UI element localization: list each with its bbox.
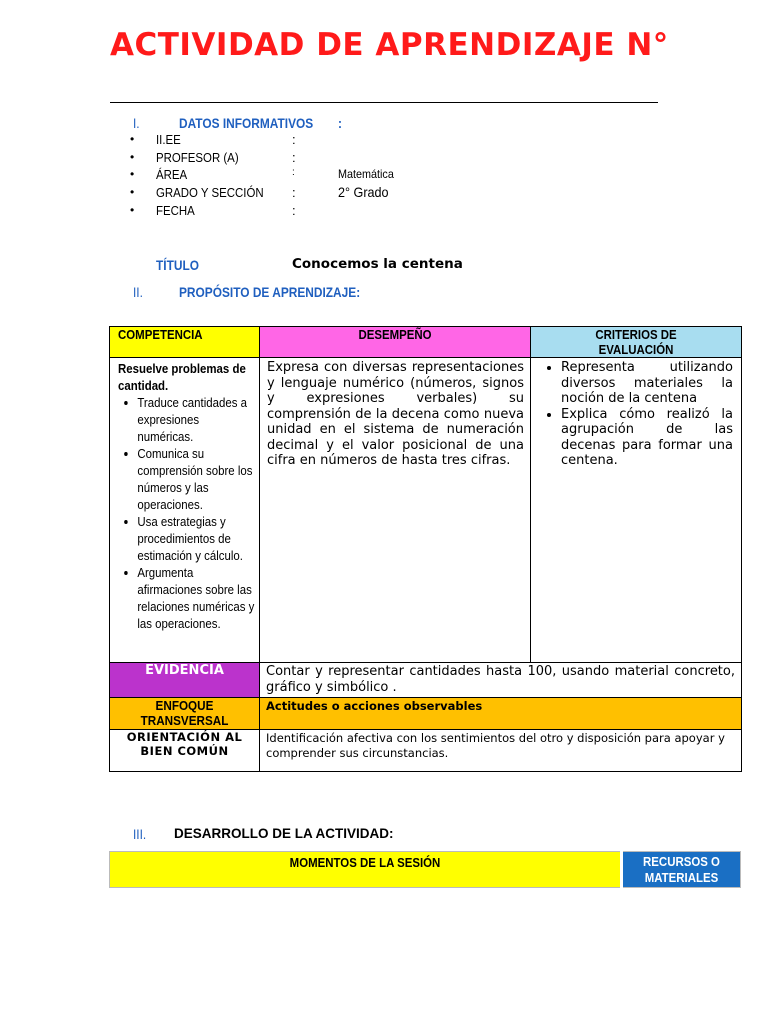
criterios-header: CRITERIOS DE EVALUACIÓN: [531, 327, 742, 358]
info-value: 2° Grado: [338, 184, 389, 200]
recursos-header: RECURSOS O MATERIALES: [622, 852, 741, 888]
section-1-heading: DATOS INFORMATIVOS: [179, 115, 314, 131]
info-colon: :: [292, 185, 296, 200]
evidencia-label: EVIDENCIA: [110, 663, 260, 698]
info-colon: :: [292, 203, 296, 218]
section-1-number: I.: [133, 115, 140, 131]
bullet-icon: •: [130, 203, 135, 217]
list-item: • Argumenta afirmaciones sobre las relaciones numéricas y las operaciones.: [137, 564, 257, 632]
info-label: PROFESOR (A): [156, 150, 239, 165]
list-item: • Comunica su comprensión sobre los números y las operaciones.: [137, 445, 257, 513]
info-row-fecha: [130, 203, 530, 221]
desempeno-header: DESEMPEÑO: [260, 327, 531, 358]
moments-table: [109, 851, 741, 888]
evidencia-text: Contar y representar cantidades hasta 100, usando material concreto, gráfico y simbólico .: [260, 663, 742, 698]
momentos-header: MOMENTOS DE LA SESIÓN: [110, 852, 622, 888]
orientacion-row: [110, 730, 742, 772]
enfoque-text: Actitudes o acciones observables: [260, 698, 742, 730]
list-item: • Traduce cantidades a expresiones numéricas.: [137, 394, 257, 445]
title-divider: [110, 102, 658, 103]
info-row-profesor: [130, 150, 530, 168]
page-title: ACTIVIDAD DE APRENDIZAJE N°: [110, 27, 669, 63]
evidencia-row: [110, 663, 742, 698]
list-item: • Representa utilizando diversos materiales la noción de la centena: [561, 360, 733, 407]
criterios-cell: [531, 358, 742, 663]
section-2-number: II.: [133, 284, 143, 300]
info-label: GRADO Y SECCIÓN: [156, 185, 264, 200]
bullet-icon: •: [130, 167, 135, 181]
info-row-grado: [130, 185, 530, 203]
competencia-header: COMPETENCIA: [110, 327, 260, 358]
bullet-icon: •: [130, 132, 135, 146]
section-1-colon: :: [338, 115, 342, 131]
desempeno-cell: Expresa con diversas representaciones y lenguaje numérico (números, signos y expresiones verbales) su comprensión de la decena como nueva unidad en el sistema de numeración decimal y el valor posicional de una cifra en números de hasta tres cifras.: [260, 358, 531, 663]
orientacion-label: ORIENTACIÓN AL BIEN COMÚN: [110, 730, 260, 772]
info-label: ÁREA: [156, 167, 188, 182]
list-item: • Usa estrategias y procedimientos de estimación y cálculo.: [137, 513, 257, 564]
orientacion-text: Identificación afectiva con los sentimientos del otro y disposición para apoyar y comprender sus circunstancias.: [260, 730, 742, 772]
enfoque-row: [110, 698, 742, 730]
info-colon: :: [292, 132, 296, 147]
purpose-table: [109, 326, 742, 772]
bullet-icon: •: [130, 185, 135, 199]
competencia-list: [118, 394, 257, 632]
bullet-icon: •: [130, 150, 135, 164]
info-colon: :: [292, 150, 296, 165]
titulo-label: TÍTULO: [156, 257, 199, 273]
table-header-row: [110, 327, 742, 358]
competencia-cell: [110, 358, 260, 663]
criterios-list: [533, 360, 733, 469]
section-3-heading: DESARROLLO DE LA ACTIVIDAD:: [174, 826, 394, 841]
titulo-value: Conocemos la centena: [292, 256, 463, 272]
enfoque-label: ENFOQUE TRANSVERSAL: [110, 698, 260, 730]
info-label: FECHA: [156, 203, 195, 218]
list-item: • Explica cómo realizó la agrupación de las decenas para formar una centena.: [561, 407, 733, 469]
info-row-area: [130, 167, 530, 185]
competencia-title: Resuelve problemas de cantidad.: [118, 361, 246, 393]
info-colon: :: [292, 167, 295, 178]
section-3-number: III.: [133, 826, 147, 842]
info-value: Matemática: [338, 167, 394, 181]
table-body-row: [110, 358, 742, 663]
section-2-heading: PROPÓSITO DE APRENDIZAJE:: [179, 284, 361, 300]
info-row-iiee: [130, 132, 530, 150]
info-label: II.EE: [156, 132, 181, 147]
